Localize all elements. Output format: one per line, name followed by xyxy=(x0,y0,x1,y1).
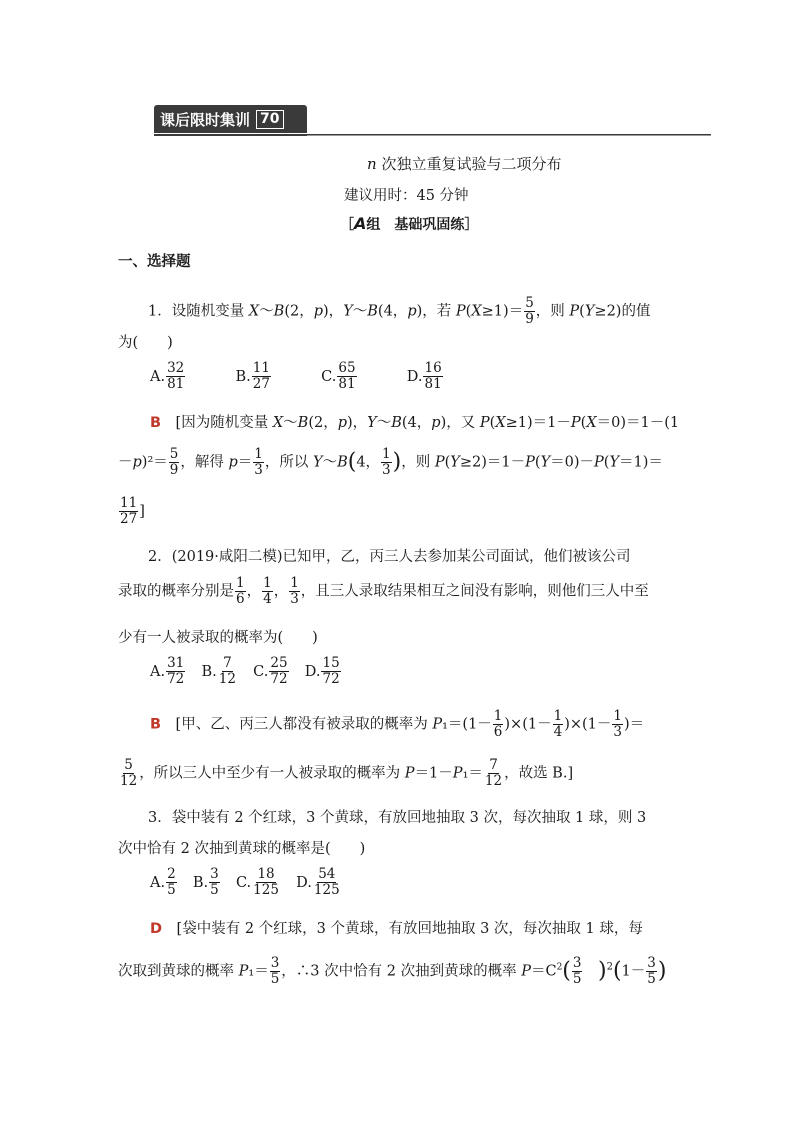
q1-option-c: C. $\frac{65}{81}$ xyxy=(321,360,356,392)
q3-solution-line1: D [袋中装有 2 个红球，3 个黄球，有放回地抽取 3 次，每次抽取 1 球，每 xyxy=(150,921,643,937)
q2-line2: 录取的概率分别是 $\frac{1}{6}$ ， $\frac{1}{4}$ ， $\frac{1}{3}$ ，且三人录取结果相互之间没有影响，则他们三人中至 xyxy=(118,575,649,607)
q2-option-c: C. $\frac{25}{72}$ xyxy=(253,655,288,687)
q1-line1: 1．设随机变量 X～B(2，p)，Y～B(4，p)，若 P(X≥1)＝ $\frac{5}{9}$ ，则 P(Y≥2)的值 xyxy=(148,295,651,327)
q2-option-a: A. $\frac{31}{72}$ xyxy=(150,655,185,687)
section-banner xyxy=(154,105,307,133)
group-label: ［A组 基础巩固练］ xyxy=(340,214,479,233)
q2-line1: 2．(2019·咸阳二模)已知甲，乙，丙三人去参加某公司面试，他们被该公司 xyxy=(148,549,631,565)
time-hint: 建议用时：45 分钟 xyxy=(344,188,469,204)
q1-option-a: A. $\frac{32}{81}$ xyxy=(150,360,185,392)
q1-solution-line2: －p)²＝ $\frac{5}{9}$ ，解得 p＝ $\frac{1}{3}$ ，所以 Y～B(4， $\frac{1}{3}$ )，则 P(Y≥2)＝1－P(Y＝0)－P(Y＝1)＝ xyxy=(118,446,663,478)
q3-option-d: D. $\frac{54}{125}$ xyxy=(296,866,340,898)
banner-label: 课后限时集训 xyxy=(160,110,251,129)
q2-option-d: D. $\frac{15}{72}$ xyxy=(304,655,340,687)
q2-line3: 少有一人被录取的概率为( ) xyxy=(118,630,318,646)
q1-option-d: D. $\frac{16}{81}$ xyxy=(406,360,442,392)
q3-option-b: B. $\frac{3}{5}$ xyxy=(192,866,219,898)
q2-solution-line1: B [甲、乙、丙三人都没有被录取的概率为 P₁＝(1－ $\frac{1}{6}$ )×(1－ $\frac{1}{4}$ )×(1－ $\frac{1}{3}$ )＝ xyxy=(150,708,645,740)
q1-answer: B xyxy=(150,415,162,431)
q2-options xyxy=(150,656,342,687)
q1-options xyxy=(150,361,444,392)
banner-number: 70 xyxy=(256,110,283,129)
q3-option-a: A. $\frac{2}{5}$ xyxy=(150,866,176,898)
q3-options xyxy=(150,867,342,898)
banner-rule-thin xyxy=(307,135,711,136)
q1-option-b: B. $\frac{11}{27}$ xyxy=(235,360,270,392)
page-title: n 次独立重复试验与二项分布 xyxy=(367,155,562,173)
q2-answer: B xyxy=(150,716,162,733)
section-label: 一、选择题 xyxy=(118,254,191,270)
q2-option-b: B. $\frac{7}{12}$ xyxy=(201,655,236,687)
q1-line2: 为( ) xyxy=(118,335,173,351)
q2-solution-line2: $\frac{5}{12}$ ，所以三人中至少有一人被录取的概率为 P＝1－P₁＝ $\frac{7}{12}$ ，故选 B.] xyxy=(120,757,574,789)
q3-option-c: C. $\frac{18}{125}$ xyxy=(235,866,279,898)
q3-solution-line2: 次取到黄球的概率 P₁＝ $\frac{3}{5}$ ，∴3 次中恰有 2 次抽到黄球的概率 $P=C^2$( $\frac{3}{5}$ )$^2$(1－ $\frac{3}{5}$ ) xyxy=(118,955,667,987)
q1-solution-line1: B [因为随机变量 X～B(2，p)，Y～B(4，p)，又 P(X≥1)＝1－P(X＝0)＝1－(1 xyxy=(150,415,680,431)
q3-line1: 3．袋中装有 2 个红球，3 个黄球，有放回地抽取 3 次，每次抽取 1 球，则 3 xyxy=(148,810,647,826)
q3-answer: D xyxy=(150,921,163,937)
q3-line2: 次中恰有 2 次抽到黄球的概率是( ) xyxy=(118,841,366,857)
q1-solution-line3: $\frac{11}{27}$ ] xyxy=(120,495,145,527)
